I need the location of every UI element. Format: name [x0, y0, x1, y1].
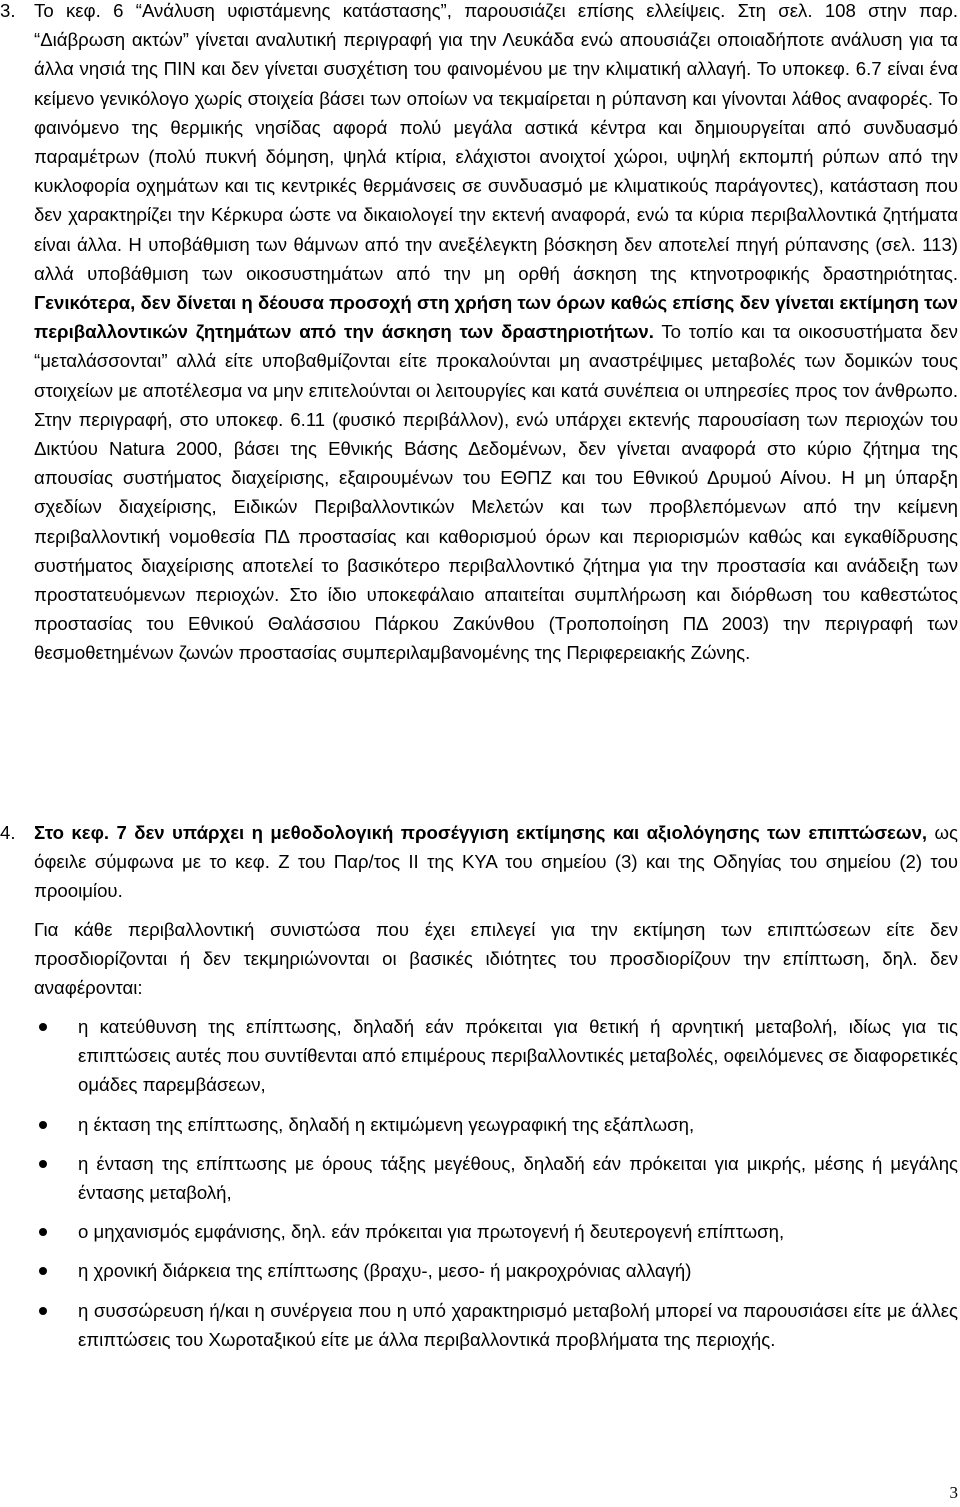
bullet-text: ο μηχανισμός εμφάνισης, δηλ. εάν πρόκειται για πρωτογενή ή δευτερογενή επίπτωση,	[78, 1221, 785, 1243]
item-number: 4.	[0, 822, 16, 843]
page-number: 3	[949, 1483, 958, 1502]
bullet-icon	[39, 1307, 47, 1315]
bullet-item	[0, 1217, 958, 1246]
bold-text-run: Στο κεφ. 7 δεν υπάρχει η μεθοδολογική προσέγγιση εκτίμησης και αξιολόγησης των επιπτώσεων,	[34, 822, 928, 843]
text-run: Το κεφ. 6 “Ανάλυση υφιστάμενης κατάστασης”, παρουσιάζει επίσης ελλείψεις. Στη σελ. 108 στην παρ. “Διάβρωση ακτών” γίνεται αναλυτική περιγραφή για την Λευκάδα ενώ απουσιάζει οποιαδήποτε ανάλυση για τα άλλα νησιά της ΠΙΝ και δεν γίνεται συσχέτιση του φαινομένου με την κλιματική αλλαγή. Το υποκεφ. 6.7 είναι ένα κείμενο γενικόλογο χωρίς στοιχεία βάσει των οποίων να τεκμαίρεται η ρύπανση και γίνονται λάθος αναφορές. Το φαινόμενο της θερμικής νησίδας αφορά πολύ μεγάλα αστικά κέντρα και δημιουργείται από συνδυασμό παραμέτρων (πολύ πυκνή δόμηση, ψηλά κτίρια, ελάχιστοι ανοιχτοί χώροι, υψηλή εκπομπή ρύπων από την κυκλοφορία οχημάτων και τις κεντρικές θερμάνσεις σε συνδυασμό με κλιματικούς παράγοντες), κατάσταση που δεν χαρακτηρίζει την Κέρκυρα ώστε να δικαιολογεί την εκτενή αναφορά, ενώ τα κύρια περιβαλλοντικά ζητήματα είναι άλλα. Η υποβάθμιση των θάμνων από την ανεξέλεγκτη βόσκηση δεν αποτελεί πηγή ρύπανσης (σελ. 113) αλλά υποβάθμιση των οικοσυστημάτων από την μη ορθή άσκηση της κτηνοτροφικής δραστηριότητας.	[34, 0, 958, 284]
bullet-item	[0, 1296, 958, 1354]
item-number: 3.	[0, 0, 16, 21]
bullet-icon	[39, 1160, 47, 1168]
bullet-list	[0, 1012, 958, 1354]
bullet-text: η συσσώρευση ή/και η συνέργεια που η υπό χαρακτηρισμό μεταβολή μπορεί να παρουσιάσει είτε με άλλες επιπτώσεις του Χωροταξικού είτε με άλλα περιβαλλοντικά προβλήματα της περιοχής.	[78, 1299, 958, 1350]
bullet-item	[0, 1012, 958, 1100]
numbered-item-3	[0, 0, 958, 668]
intro-paragraph: Για κάθε περιβαλλοντική συνιστώσα που έχει επιλεγεί για την εκτίμηση των επιπτώσεων είτε δεν προσδιορίζονται ή δεν τεκμηριώνονται οι βασικές ιδιότητες του προσδιορίζουν την επίπτωση, δηλ. δεν αναφέρονται:	[34, 919, 958, 999]
bullet-text: η ένταση της επίπτωσης με όρους τάξης μεγέθους, δηλαδή εάν πρόκειται για μικρής, μέσης ή μεγάλης έντασης μεταβολή,	[78, 1152, 958, 1204]
bullet-icon	[39, 1023, 47, 1031]
bold-text-run: Γενικότερα, δεν δίνεται η δέουσα προσοχή στη χρήση των όρων καθώς επίσης δεν γίνεται εκτίμηση των περιβαλλοντικών ζητημάτων από την άσκηση των δραστηριοτήτων.	[34, 292, 958, 343]
bullet-item	[0, 1110, 958, 1139]
numbered-item-4	[0, 818, 958, 906]
bullet-text: η χρονική διάρκεια της επίπτωσης (βραχυ-, μεσο- ή μακροχρόνιας αλλαγή)	[78, 1260, 692, 1282]
item-4-text	[34, 818, 958, 906]
bullet-item	[0, 1256, 958, 1285]
bullet-text: η έκταση της επίπτωσης, δηλαδή η εκτιμώμενη γεωγραφική της εξάπλωση,	[78, 1113, 695, 1135]
text-run: Το τοπίο και τα οικοσυστήματα δεν “μεταλάσσονται” αλλά είτε υποβαθμίζονται είτε προκαλούνται μη αναστρέψιμες μεταβολές των δομικών τους στοιχείων με αποτέλεσμα να μην επιτελούνται οι λειτουργίες και κατά συνέπεια οι υπηρεσίες προς τον άνθρωπο. Στην περιγραφή, στο υποκεφ. 6.11 (φυσικό περιβάλλον), ενώ υπάρχει εκτενής παρουσίαση των περιοχών του Δικτύου Natura 2000, βάσει της Εθνικής Βάσης Δεδομένων, δεν γίνεται αναφορά στο κύριο ζήτημα της απουσίας συστήματος διαχείρισης, εξαιρουμένων του ΕΘΠΖ και του Εθνικού Δρυμού Αίνου. Η μη ύπαρξη σχεδίων διαχείρισης, Ειδικών Περιβαλλοντικών Μελετών και των προβλεπόμενων από την κείμενη περιβαλλοντική νομοθεσία ΠΔ προστασίας και καθορισμού όρων και περιορισμών καθώς και εγκαθίδρυσης συστήματος διαχείρισης αποτελεί το βασικότερο περιβαλλοντικό ζήτημα για την προστασία και ανάδειξη των προστατευόμενων περιοχών. Στο ίδιο υποκεφάλαιο απαιτείται συμπλήρωση και διόρθωση του καθεστώτος προστασίας του Εθνικού Θαλάσσιου Πάρκου Ζακύνθου (Τροποποίηση ΠΔ 2003) την περιγραφή των θεσμοθετημένων ζωνών προστασίας συμπεριλαμβανομένης της Περιφερειακής Ζώνης.	[34, 321, 958, 664]
bullet-icon	[39, 1228, 47, 1236]
bullet-text: η κατεύθυνση της επίπτωσης, δηλαδή εάν πρόκειται για θετική ή αρνητική μεταβολή, ιδίως για τις επιπτώσεις αυτές που συντίθενται από επιμέρους περιβαλλοντικές μεταβολές, οφειλόμενες σε διαφορετικές ομάδες παρεμβάσεων,	[78, 1016, 958, 1096]
bullet-icon	[39, 1121, 47, 1129]
bullet-icon	[39, 1267, 47, 1275]
bullet-item	[0, 1149, 958, 1207]
text-run: ως όφειλε σύμφωνα με το κεφ. Ζ του Παρ/τος ΙΙ της ΚΥΑ του σημείου (3) και της Οδηγίας του σημείου (2) του προοιμίου.	[34, 822, 958, 902]
item-3-text	[34, 0, 958, 668]
